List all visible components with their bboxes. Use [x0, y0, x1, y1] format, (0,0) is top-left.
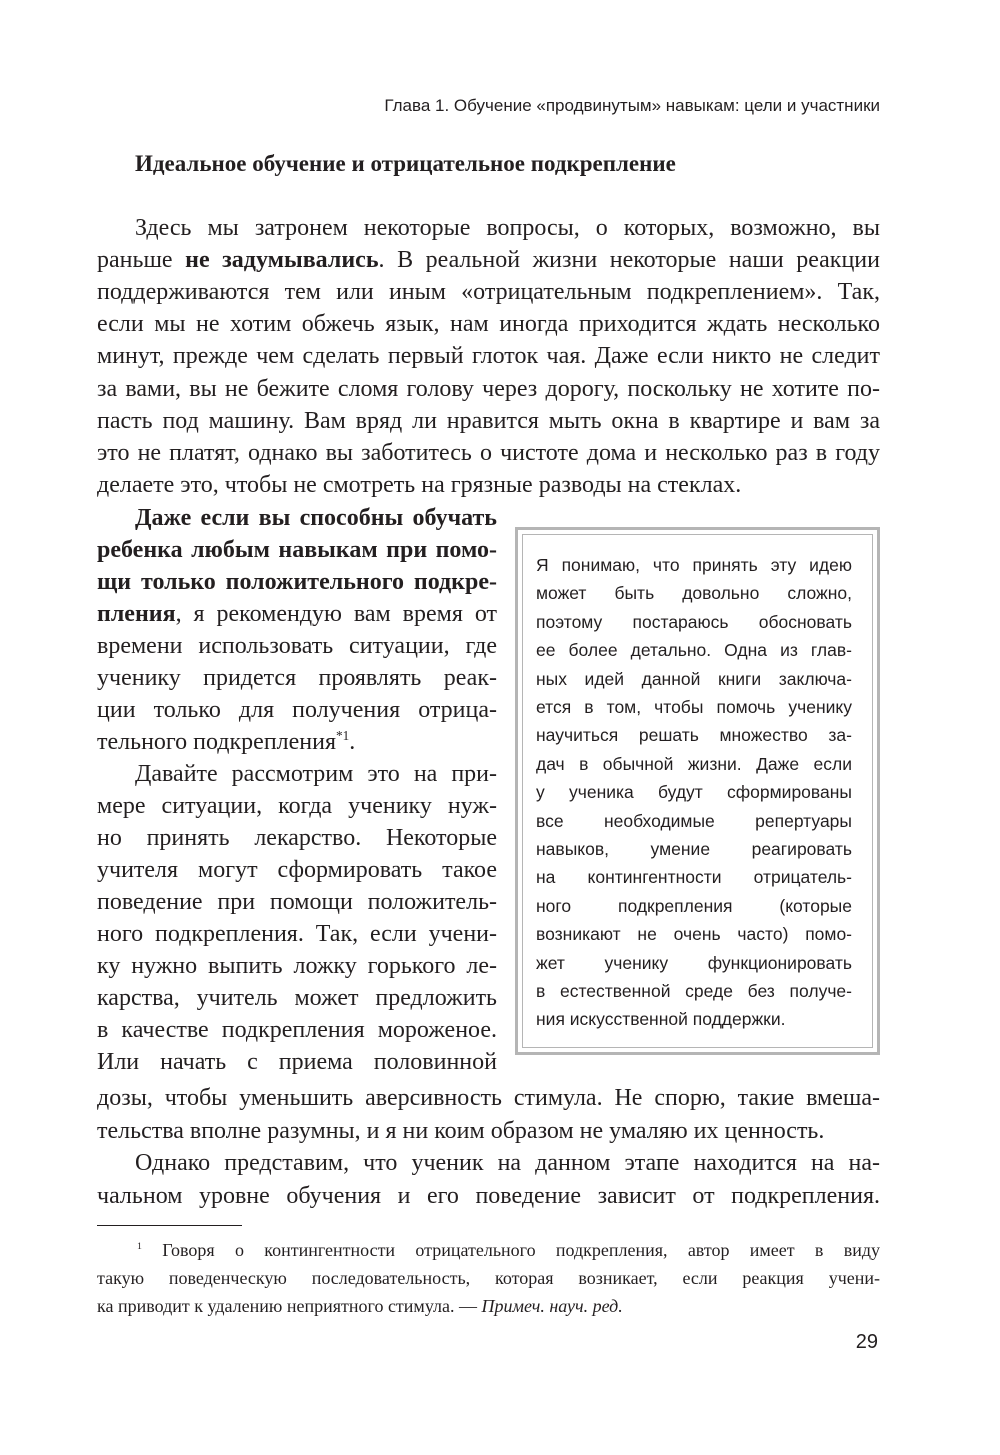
text-run: навыков, умение реагировать: [536, 839, 852, 859]
text-run: Или начать с приема половинной: [97, 1049, 497, 1075]
text-line: [97, 1292, 880, 1320]
text-run: Я понимаю, что принять эту идею: [536, 555, 852, 575]
text-line: [536, 949, 852, 977]
text-run: поэтому постараюсь обосновать: [536, 611, 852, 632]
text-run: поддерживаются тем или иным «отрицательным подкреплением». Так,: [97, 279, 880, 306]
text-run: чальном уровне обучения и его поведение зависит от подкрепления.: [97, 1182, 880, 1209]
text-run: дозы, чтобы уменьшить аверсивность стимула. Не спорю, такие вмеша-: [97, 1085, 880, 1111]
text-line: [97, 469, 880, 501]
text-run: делаете это, чтобы не смотреть на грязные разводы на стеклах.: [97, 471, 742, 498]
text-run: ка приводит к удалению неприятного стимула. —: [97, 1296, 482, 1316]
bold-run: щи только положительного подкре-: [97, 569, 497, 595]
section-heading: Идеальное обучение и отрицательное подкрепление: [135, 151, 676, 176]
text-run: такую поведенческую последовательность, которая возникает, если реакция учени-: [97, 1268, 880, 1288]
text-line: [536, 863, 852, 891]
text-line: [97, 340, 880, 372]
text-run: возникают не очень часто) помо-: [536, 924, 852, 945]
text-run: ного подкрепления (которые: [536, 895, 852, 916]
text-line: [97, 308, 880, 340]
bold-run: Даже если вы способны обучать: [135, 505, 497, 531]
bold-run: пления: [97, 601, 176, 627]
italic-run: Примеч. науч. ред.: [481, 1296, 623, 1316]
text-line: [97, 886, 497, 918]
text-line: [97, 373, 880, 405]
text-run: ного подкрепления. Так, если учени-: [97, 921, 497, 947]
text-run: за вами, вы не бежите сломя голову через дорогу, поскольку не хотите по-: [97, 375, 880, 402]
text-line: [536, 778, 852, 806]
text-run: у ученика будут сформированы: [536, 782, 852, 803]
text-run: Однако представим, что ученик на данном этапе находится на на-: [135, 1150, 880, 1177]
text-line: [536, 835, 852, 863]
text-line: [97, 726, 497, 758]
text-run: времени использовать ситуации, где: [97, 633, 497, 659]
running-header: Глава 1. Обучение «продвинутым» навыкам: цели и участники: [384, 96, 880, 115]
text-run: ции только для получения отрица-: [97, 697, 497, 723]
text-run: ется в том, чтобы помочь ученику: [536, 697, 852, 717]
text-line: [97, 822, 497, 854]
text-run: если мы не хотим обжечь язык, нам иногда приходится ждать несколько: [97, 311, 880, 338]
text-line: [97, 854, 497, 886]
text-run: все необходимые репертуары: [536, 810, 852, 831]
text-run: минут, прежде чем сделать первый глоток чая. Даже если никто не следит: [97, 343, 880, 370]
text-run: в естественной среде без получе-: [536, 981, 852, 1001]
text-run: это не платят, однако вы заботитесь о чистоте дома и несколько раз в году: [97, 439, 880, 466]
text-line: [137, 1236, 880, 1264]
text-line: [135, 502, 497, 534]
text-line: [97, 566, 497, 598]
text-run: но принять лекарство. Некоторые: [97, 825, 497, 851]
text-run: тельного подкрепления: [97, 729, 337, 755]
text-line: [97, 405, 880, 437]
text-line: [97, 1082, 880, 1114]
text-run: ее более детально. Одна из глав-: [536, 640, 852, 661]
text-line: [536, 807, 852, 835]
text-run: учителя могут сформировать такое: [97, 857, 497, 883]
text-run: жет ученику функционировать: [536, 952, 852, 973]
text-run: пасть под машину. Вам вряд ли нравится мыть окна в квартире и вам за: [97, 407, 880, 434]
text-line: [536, 608, 852, 636]
text-run: карства, учитель может предложить: [97, 985, 497, 1011]
text-line: [97, 437, 880, 469]
text-line: [97, 276, 880, 308]
text-line: [97, 1046, 497, 1078]
text-line: [97, 790, 497, 822]
text-run: в качестве подкрепления мороженое.: [97, 1017, 497, 1043]
text-run: ку нужно выпить ложку горького ле-: [97, 953, 497, 979]
footnote-marker: *1: [336, 727, 350, 743]
text-line: [97, 1180, 880, 1212]
text-run: Давайте рассмотрим это на при-: [135, 761, 497, 787]
text-line: [536, 1005, 852, 1033]
text-line: [536, 977, 852, 1005]
text-line: [536, 920, 852, 948]
text-run: мере ситуации, когда ученику нуж-: [97, 793, 497, 819]
text-line: [536, 636, 852, 664]
text-line: [97, 244, 880, 276]
text-line: [97, 534, 497, 566]
text-line: [97, 630, 497, 662]
text-run: , я рекомендую вам время от: [175, 601, 497, 627]
footnote-rule: [97, 1225, 242, 1226]
text-line: [135, 758, 497, 790]
text-line: [536, 750, 852, 778]
text-run: научиться решать множество за-: [536, 725, 852, 746]
text-run: ния искусственной поддержки.: [536, 1009, 786, 1030]
text-run: ученику придется проявлять реак-: [97, 665, 497, 691]
text-line: [536, 665, 852, 693]
text-line: [135, 1147, 880, 1179]
text-run: дач в обычной жизни. Даже если: [536, 753, 852, 774]
text-line: [536, 551, 852, 579]
text-line: [97, 662, 497, 694]
text-line: [135, 212, 880, 244]
text-run: может быть довольно сложно,: [536, 583, 852, 604]
text-line: [97, 1115, 880, 1147]
text-run: раньше: [97, 247, 186, 274]
text-run: тельства вполне разумны, и я ни коим образом не умаляю их ценность.: [97, 1117, 825, 1144]
text-line: [97, 598, 497, 630]
bold-run: не задумывались: [185, 247, 379, 274]
text-line: [536, 892, 852, 920]
page-number: 29: [855, 1331, 878, 1353]
text-run: Говоря о контингентности отрицательного подкрепления, автор имеет в виду: [141, 1240, 880, 1260]
text-line: [97, 1014, 497, 1046]
text-run: ных идей данной книги заключа-: [536, 668, 852, 689]
text-run: Здесь мы затронем некоторые вопросы, о которых, возможно, вы: [135, 215, 880, 241]
text-line: [97, 982, 497, 1014]
text-line: [97, 1264, 880, 1292]
text-line: [536, 693, 852, 721]
text-line: [536, 721, 852, 749]
text-line: [97, 694, 497, 726]
text-line: [97, 950, 497, 982]
text-line: [536, 579, 852, 607]
bold-run: ребенка любым навыкам при помо-: [97, 537, 497, 563]
text-run: . В реальной жизни некоторые наши реакции: [378, 247, 880, 274]
text-line: [97, 918, 497, 950]
text-run: на контингентности отрицатель-: [536, 867, 852, 888]
text-run: .: [349, 729, 356, 755]
text-run: поведение при помощи положитель-: [97, 889, 497, 915]
footnote-marker: 1: [137, 1241, 142, 1253]
